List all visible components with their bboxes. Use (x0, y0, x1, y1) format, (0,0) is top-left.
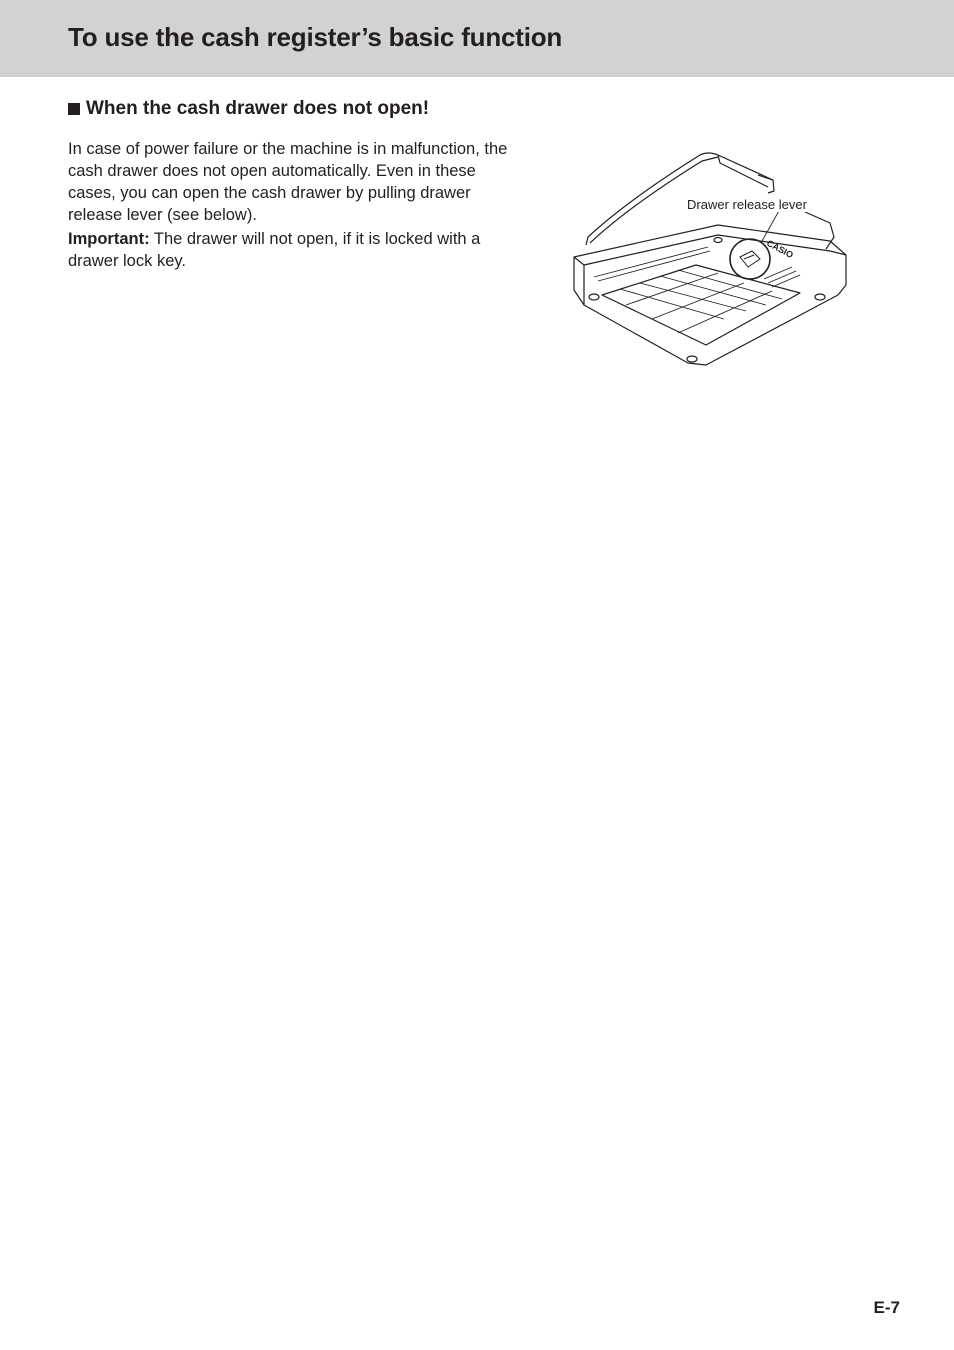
brand-logo: CASIO (765, 237, 795, 261)
important-label: Important: (68, 230, 150, 248)
paragraph-important (68, 228, 518, 272)
figure-label-drawer-release-lever: Drawer release lever (687, 197, 807, 212)
paragraph-power-failure: In case of power failure or the machine is in malfunction, the cash drawer does not open automatically. Even in these cases, you can open the cash drawer by pulling drawer release lever (see below). (68, 140, 508, 224)
important-text: The drawer will not open, if it is locked with a drawer lock key. (68, 230, 481, 270)
page-title: To use the cash register’s basic function (68, 22, 563, 52)
square-bullet-icon (68, 103, 80, 115)
body-text (68, 138, 518, 274)
page-number: E-7 (873, 1298, 900, 1317)
section-heading-text: When the cash drawer does not open! (86, 98, 430, 119)
section-heading (68, 98, 429, 120)
cash-register-bottom-illustration (568, 145, 858, 370)
